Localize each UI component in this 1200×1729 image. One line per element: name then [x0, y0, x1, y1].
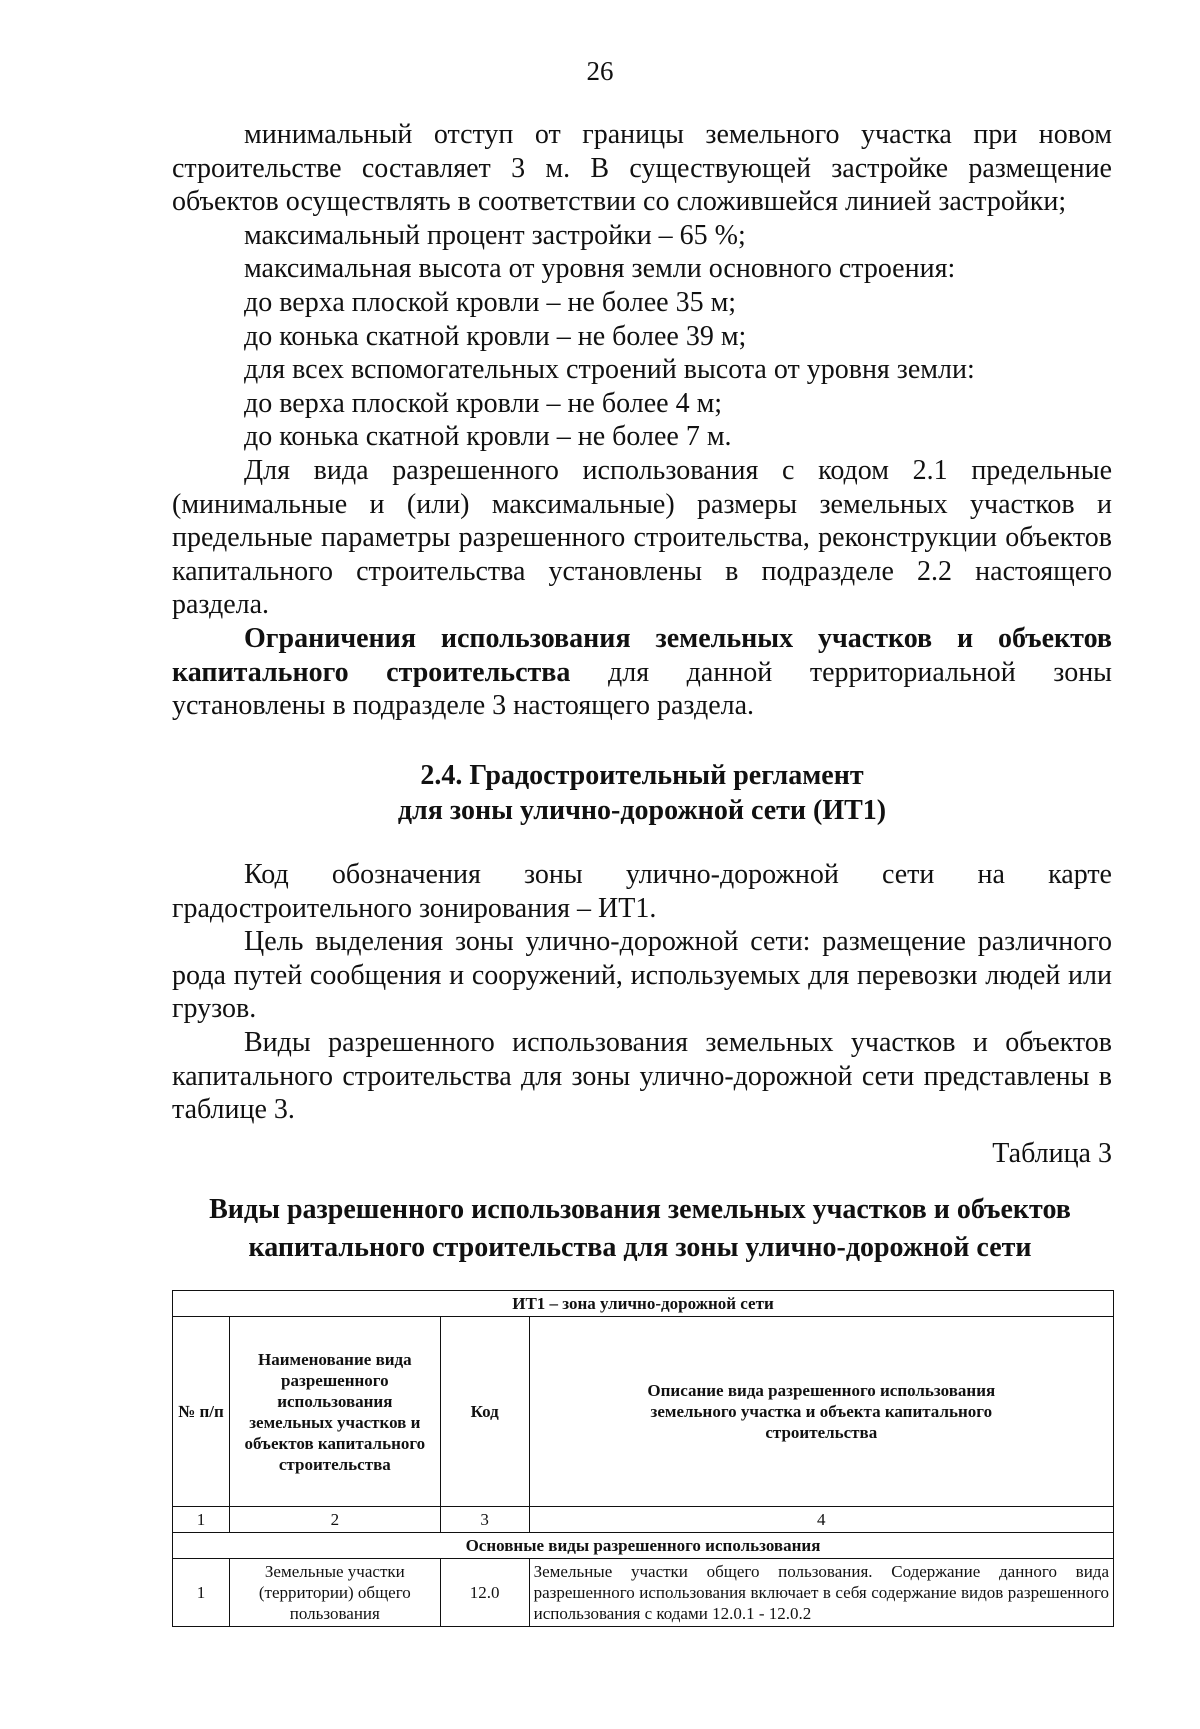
table-title-line1: Виды разрешенного использования земельных участков и объектов: [209, 1194, 1071, 1225]
text-line: максимальный процент застройки – 65 %;: [244, 219, 746, 251]
paragraph: Для вида разрешенного использования с кодом 2.1 предельные (минимальные и (или) максимальные) размеры земельных участков и предельные параметры разрешенного строительства, реконструкции объектов капитального строительства установлены в подразделе 2.2 настоящего раздела.: [172, 454, 1112, 621]
column-number-row: [173, 1507, 1114, 1533]
section-body: [172, 858, 1112, 1170]
bold-phrase: Ограничения использования земельных участков и объектов капитального строительства: [172, 622, 1112, 688]
col-number: 3: [440, 1507, 529, 1533]
table-row: [173, 1559, 1114, 1627]
zone-header: ИТ1 – зона улично-дорожной сети: [173, 1291, 1114, 1317]
group-header: Основные виды разрешенного использования: [173, 1533, 1114, 1559]
col-number: 2: [229, 1507, 440, 1533]
paragraph: минимальный отступ от границы земельного участка при новом строительстве составляет 3 м. В существующей застройке размещение объектов осуществлять в соответствии со сложившейся линией застройки;: [172, 119, 1112, 218]
text-line: для всех вспомогательных строений высота от уровня земли:: [244, 354, 975, 386]
row-num: 1: [173, 1559, 230, 1627]
text-line: до конька скатной кровли – не более 7 м.: [244, 421, 732, 453]
text-line: максимальная высота от уровня земли основного строения:: [244, 253, 956, 285]
zone-header-row: [173, 1291, 1114, 1317]
paragraph-rest: для данной территориальной зоны установлены в подразделе 3 настоящего раздела.: [172, 656, 1112, 722]
col-header-num: № п/п: [173, 1317, 230, 1507]
text-line: до верха плоской кровли – не более 35 м;: [244, 286, 737, 318]
text-line: до верха плоской кровли – не более 4 м;: [244, 387, 723, 419]
table-title: [150, 1191, 1130, 1267]
paragraph: Код обозначения зоны улично-дорожной сети на карте градостроительного зонирования – ИТ1.: [172, 859, 1112, 924]
section-title-line1: 2.4. Градостроительный регламент: [420, 760, 864, 791]
col-number: 1: [173, 1507, 230, 1533]
column-header-row: [173, 1317, 1114, 1507]
section-title-line2: для зоны улично-дорожной сети (ИТ1): [397, 795, 887, 826]
row-name: Земельные участки (территории) общего пользования: [229, 1559, 440, 1627]
continuation-block: [172, 118, 1112, 723]
col-header-code: Код: [440, 1317, 529, 1507]
paragraph: Виды разрешенного использования земельных участков и объектов капитального строительства для зоны улично-дорожной сети представлены в таблице 3.: [172, 1026, 1112, 1126]
paragraph-restrictions: [172, 622, 1112, 723]
page-number: 26: [586, 56, 614, 86]
col-header-name: Наименование вида разрешенного использования земельных участков и объектов капитального строительства: [229, 1317, 440, 1507]
paragraph: Цель выделения зоны улично-дорожной сети: размещение различного рода путей сообщения и сооружений, используемых для перевозки людей или грузов.: [172, 926, 1112, 1025]
row-code: 12.0: [440, 1559, 529, 1627]
regulation-table: [172, 1290, 1114, 1627]
col-number: 4: [529, 1507, 1113, 1533]
table-label: Таблица 3: [992, 1137, 1112, 1169]
row-desc: Земельные участки общего пользования. Содержание данного вида разрешенного использования включает в себя содержание видов разрешенного использования с кодами 12.0.1 - 12.0.2: [529, 1559, 1113, 1627]
col-header-desc: Описание вида разрешенного использования земельного участка и объекта капитального строительства: [529, 1317, 1113, 1507]
text-line: до конька скатной кровли – не более 39 м;: [244, 320, 747, 352]
group-header-row: [173, 1533, 1114, 1559]
section-heading: [172, 758, 1112, 828]
table-title-line2: капитального строительства для зоны улично-дорожной сети: [248, 1232, 1032, 1263]
